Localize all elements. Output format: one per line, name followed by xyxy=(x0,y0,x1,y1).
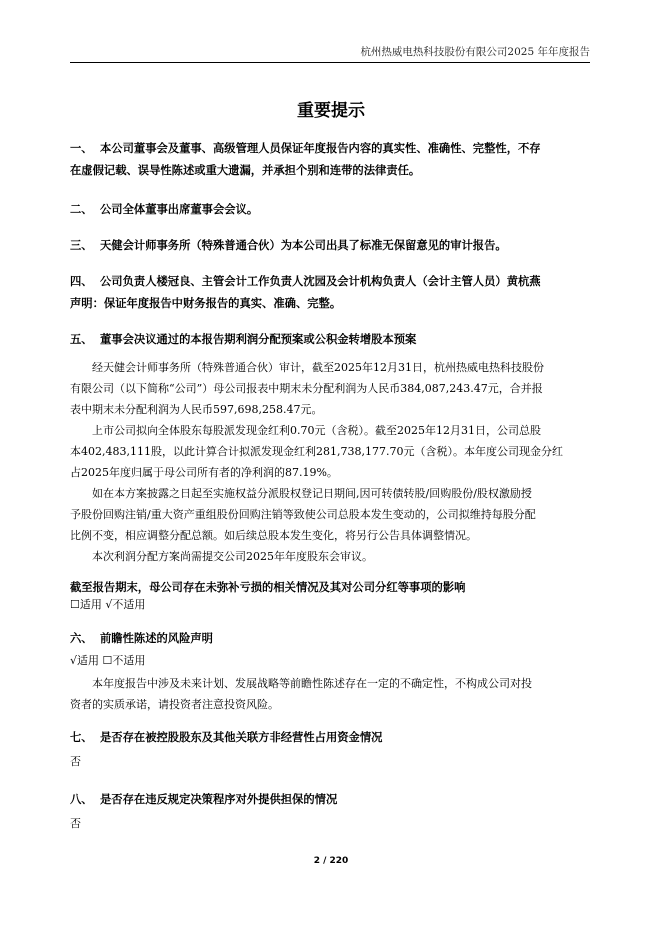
section-4 xyxy=(70,271,590,315)
section-2-number: 二、 xyxy=(70,203,93,216)
section-6-options: √适用 ☐不适用 xyxy=(70,654,146,667)
section-1-line-1: 本公司董事会及董事、高级管理人员保证年度报告内容的真实性、准确性、完整性，不存 xyxy=(100,142,541,155)
section-7-title: 是否存在被控股股东及其他关联方非经营性占用资金情况 xyxy=(100,731,383,744)
paragraph-line: 本次利润分配方案尚需提交公司2025年年度股东会审议。 xyxy=(92,550,373,563)
paragraph-line: 占2025年度归属于母公司所有者的净利润的87.19%。 xyxy=(70,466,338,479)
section-7-number: 七、 xyxy=(70,731,93,744)
paragraph-line: 资者的实质承诺，请投资者注意投资风险。 xyxy=(70,698,279,711)
section-5-heading xyxy=(70,329,590,351)
section-6-body xyxy=(70,673,590,715)
loss-title: 截至报告期末，母公司存在未弥补亏损的相关情况及其对公司分红等事项的影响 xyxy=(70,581,466,594)
section-2 xyxy=(70,199,590,221)
section-5-title: 董事会决议通过的本报告期利润分配预案或公积金转增股本预案 xyxy=(100,333,417,346)
section-8-title: 是否存在违反规定决策程序对外提供担保的情况 xyxy=(100,793,338,806)
section-7-answer: 否 xyxy=(70,755,81,768)
section-4-number: 四、 xyxy=(70,275,93,288)
section-1-line-2: 在虚假记载、误导性陈述或重大遗漏，并承担个别和连带的法律责任。 xyxy=(70,164,421,177)
section-1-number: 一、 xyxy=(70,142,93,155)
loss-heading xyxy=(70,577,590,599)
section-6-heading xyxy=(70,628,590,650)
paragraph-line: 有限公司（以下简称“公司”）母公司报表中期末未分配利润为人民币384,087,243.47元，合并报 xyxy=(70,382,543,395)
section-2-text: 公司全体董事出席董事会会议。 xyxy=(100,203,259,216)
section-4-line-2: 声明：保证年度报告中财务报告的真实、准确、完整。 xyxy=(70,297,342,310)
report-header: 杭州热威电热科技股份有限公司2025 年年度报告 xyxy=(70,44,590,63)
paragraph-line: 本年度报告中涉及未来计划、发展战略等前瞻性陈述存在一定的不确定性，不构成公司对投 xyxy=(92,677,532,690)
paragraph-line: 予股份回购注销/重大资产重组股份回购注销等致使公司总股本发生变动的，公司拟维持每股分配 xyxy=(70,508,536,521)
section-7-heading xyxy=(70,727,590,749)
paragraph-line: 本402,483,111股，以此计算合计拟派发现金红利281,738,177.70元（含税）。本年度公司现金分红 xyxy=(70,445,563,458)
section-5-body xyxy=(70,357,590,567)
section-8-answer: 否 xyxy=(70,817,81,830)
section-8-number: 八、 xyxy=(70,793,93,806)
section-6-number: 六、 xyxy=(70,632,93,645)
loss-options: ☐适用 √不适用 xyxy=(70,598,146,611)
section-8-heading xyxy=(70,789,590,811)
section-3 xyxy=(70,235,590,257)
section-5-number: 五、 xyxy=(70,333,93,346)
page-number: 2 / 220 xyxy=(313,856,349,866)
section-3-text: 天健会计师事务所（特殊普通合伙）为本公司出具了标准无保留意见的审计报告。 xyxy=(100,239,507,252)
paragraph-line: 如在本方案披露之日起至实施权益分派股权登记日期间,因可转债转股/回购股份/股权激励授 xyxy=(92,487,532,500)
section-1 xyxy=(70,138,590,182)
paragraph-line: 上市公司拟向全体股东每股派发现金红利0.70元（含税）。截至2025年12月31日，公司总股 xyxy=(92,424,541,437)
page-title: 重要提示 xyxy=(297,101,365,121)
paragraph-line: 表中期末未分配利润为人民币597,698,258.47元。 xyxy=(70,403,323,416)
section-4-line-1: 公司负责人楼冠良、主管会计工作负责人沈园及会计机构负责人（会计主管人员）黄杭燕 xyxy=(100,275,541,288)
section-6-title: 前瞻性陈述的风险声明 xyxy=(100,632,213,645)
paragraph-line: 比例不变，相应调整分配总额。如后续总股本发生变化，将另行公告具体调整情况。 xyxy=(70,529,477,542)
section-3-number: 三、 xyxy=(70,239,93,252)
paragraph-line: 经天健会计师事务所（特殊普通合伙）审计，截至2025年12月31日，杭州热威电热科技股份 xyxy=(92,361,544,374)
